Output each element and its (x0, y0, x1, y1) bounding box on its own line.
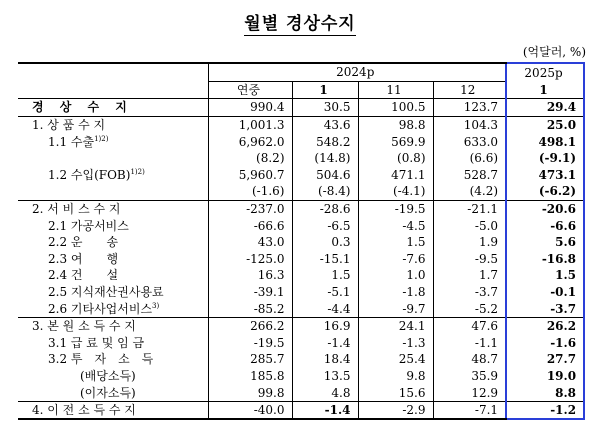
row-value: 12.9 (433, 384, 506, 401)
header-col-dec: 12 (433, 81, 506, 99)
row-value: (-6.2) (506, 183, 584, 200)
row-value: -0.1 (506, 284, 584, 301)
row-value: 6,962.0 (208, 133, 292, 150)
header-year-2025: 2025p (506, 63, 584, 81)
row-value: -237.0 (208, 200, 292, 217)
row-value: 30.5 (292, 99, 358, 117)
row-value: -7.1 (433, 401, 506, 419)
row-value: 185.8 (208, 368, 292, 385)
row-value: 16.9 (292, 317, 358, 334)
row-value: 285.7 (208, 351, 292, 368)
table-row (18, 234, 584, 251)
row-label: 2.3 여 행 (48, 251, 119, 266)
row-value: (14.8) (292, 150, 358, 167)
row-value: -19.5 (208, 335, 292, 352)
row-value: -3.7 (433, 284, 506, 301)
row-label: 2.4 건 설 (48, 268, 119, 283)
row-value: 1.0 (358, 267, 433, 284)
row-value: 1.5 (292, 267, 358, 284)
table-row (18, 150, 584, 167)
header-col-annual: 연중 (208, 81, 292, 99)
row-value: 99.8 (208, 384, 292, 401)
row-value: -5.2 (433, 300, 506, 317)
row-value: 25.4 (358, 351, 433, 368)
row-value: -1.4 (292, 401, 358, 419)
row-value: 24.1 (358, 317, 433, 334)
row-value: 100.5 (358, 99, 433, 117)
row-value: (-9.1) (506, 150, 584, 167)
row-value: 8.8 (506, 384, 584, 401)
row-value: 18.4 (292, 351, 358, 368)
row-value: 4.8 (292, 384, 358, 401)
row-value: -15.1 (292, 251, 358, 268)
row-label: 2.2 운 송 (48, 235, 119, 250)
row-value: (-1.6) (208, 183, 292, 200)
row-value: 1,001.3 (208, 116, 292, 133)
row-value: -5.1 (292, 284, 358, 301)
row-value: 26.2 (506, 317, 584, 334)
row-value: 266.2 (208, 317, 292, 334)
row-label: 3.1 급 료 및 임 금 (48, 335, 145, 350)
row-value: -28.6 (292, 200, 358, 217)
table-row (18, 284, 584, 301)
table-row (18, 368, 584, 385)
row-value: 633.0 (433, 133, 506, 150)
row-value: (8.2) (208, 150, 292, 167)
header-col-jan-2024: 1 (292, 81, 358, 99)
row-value: (6.6) (433, 150, 506, 167)
row-value: -1.1 (433, 335, 506, 352)
row-value: 569.9 (358, 133, 433, 150)
row-value: 47.6 (433, 317, 506, 334)
table-row (18, 351, 584, 368)
row-value: 504.6 (292, 167, 358, 184)
table-row (18, 300, 584, 317)
row-label: 1. 상 품 수 지 (18, 116, 208, 133)
row-value: -39.1 (208, 284, 292, 301)
row-value: -1.3 (358, 335, 433, 352)
header-col-nov: 11 (358, 81, 433, 99)
row-label: 4. 이 전 소 득 수 지 (18, 401, 208, 419)
row-value: (4.2) (433, 183, 506, 200)
row-value: -5.0 (433, 217, 506, 234)
row-value: 498.1 (506, 133, 584, 150)
row-value: 19.0 (506, 368, 584, 385)
row-value: -3.7 (506, 300, 584, 317)
row-value: -1.8 (358, 284, 433, 301)
row-value: 1.7 (433, 267, 506, 284)
row-value: 104.3 (433, 116, 506, 133)
row-label: 3.2 투 자 소 득 (48, 352, 154, 367)
row-label: 2. 서 비 스 수 지 (18, 200, 208, 217)
row-value: 48.7 (433, 351, 506, 368)
row-value: 43.0 (208, 234, 292, 251)
current-account-table (18, 62, 585, 420)
table-title: 월별 경상수지 (244, 14, 356, 34)
row-label: 2.6 기타사업서비스$^{3)}$ (48, 301, 160, 316)
row-value: 9.8 (358, 368, 433, 385)
row-value: -7.6 (358, 251, 433, 268)
row-value: -19.5 (358, 200, 433, 217)
row-value: 35.9 (433, 368, 506, 385)
table-row (18, 251, 584, 268)
table-row (18, 133, 584, 150)
table-row (18, 217, 584, 234)
table-row (18, 317, 584, 334)
row-value: 0.3 (292, 234, 358, 251)
row-value: -4.4 (292, 300, 358, 317)
row-value: -6.5 (292, 217, 358, 234)
row-label: 1.1 수출$^{1)2)}$ (48, 134, 109, 149)
row-value: 5,960.7 (208, 167, 292, 184)
row-value: -2.9 (358, 401, 433, 419)
row-label (18, 150, 208, 167)
row-label: (이자소득) (80, 385, 136, 400)
row-value: 528.7 (433, 167, 506, 184)
table-row (18, 200, 584, 217)
row-value: -1.2 (506, 401, 584, 419)
row-label: 1.2 수입(FOB)$^{1)2)}$ (48, 167, 145, 182)
row-value: 1.5 (506, 267, 584, 284)
row-value: 13.5 (292, 368, 358, 385)
row-value: -21.1 (433, 200, 506, 217)
row-value: -66.6 (208, 217, 292, 234)
header-corner (18, 63, 208, 99)
table-row (18, 335, 584, 352)
row-value: 25.0 (506, 116, 584, 133)
table-row (18, 401, 584, 419)
row-value: -9.7 (358, 300, 433, 317)
header-row-years (18, 63, 584, 81)
table-row (18, 167, 584, 184)
row-value: 990.4 (208, 99, 292, 117)
row-value: -6.6 (506, 217, 584, 234)
header-year-2024: 2024p (208, 63, 506, 81)
row-value: 1.9 (433, 234, 506, 251)
row-label: 2.1 가공서비스 (48, 218, 129, 233)
row-value: -16.8 (506, 251, 584, 268)
row-value: (0.8) (358, 150, 433, 167)
row-value: -1.4 (292, 335, 358, 352)
row-value: 5.6 (506, 234, 584, 251)
row-value: 98.8 (358, 116, 433, 133)
row-value: -1.6 (506, 335, 584, 352)
row-value: (-8.4) (292, 183, 358, 200)
row-value: -9.5 (433, 251, 506, 268)
unit-label: (억달러, %) (522, 45, 586, 59)
header-col-jan-2025: 1 (506, 81, 584, 99)
row-value: 471.1 (358, 167, 433, 184)
row-value: -40.0 (208, 401, 292, 419)
row-value: -20.6 (506, 200, 584, 217)
row-value: 473.1 (506, 167, 584, 184)
row-label (18, 183, 208, 200)
row-label: 경 상 수 지 (18, 99, 208, 117)
table-row (18, 267, 584, 284)
row-value: 15.6 (358, 384, 433, 401)
row-value: 548.2 (292, 133, 358, 150)
row-value: 27.7 (506, 351, 584, 368)
row-value: 16.3 (208, 267, 292, 284)
row-value: 43.6 (292, 116, 358, 133)
row-value: -85.2 (208, 300, 292, 317)
table-row (18, 99, 584, 117)
row-value: (-4.1) (358, 183, 433, 200)
row-label: 3. 본 원 소 득 수 지 (18, 317, 208, 334)
row-value: -4.5 (358, 217, 433, 234)
table-row (18, 183, 584, 200)
table-row (18, 384, 584, 401)
row-value: 123.7 (433, 99, 506, 117)
row-label: (배당소득) (80, 368, 136, 383)
table-row (18, 116, 584, 133)
row-value: 1.5 (358, 234, 433, 251)
row-value: -125.0 (208, 251, 292, 268)
row-value: 29.4 (506, 99, 584, 117)
row-label: 2.5 지식재산권사용료 (48, 285, 164, 300)
